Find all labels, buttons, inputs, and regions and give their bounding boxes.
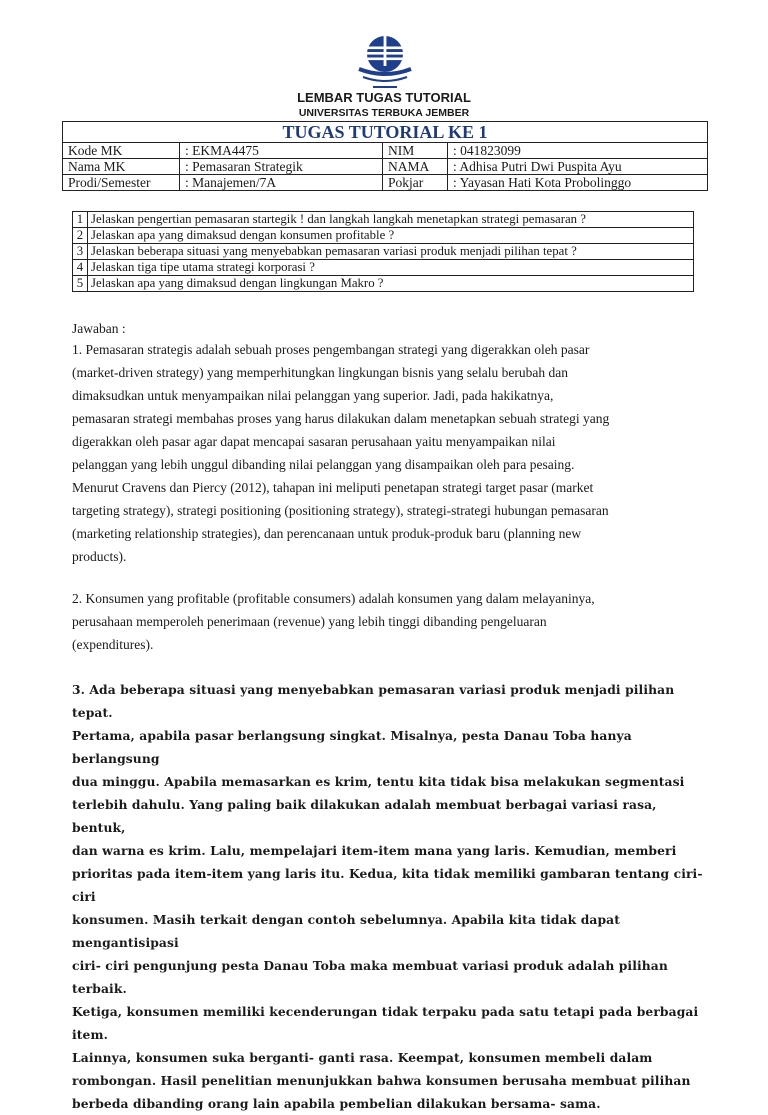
info-label: Pokjar: [383, 175, 448, 191]
answer-line: berbeda dibanding orang lain apabila pembelian dilakukan bersama- sama.: [72, 1096, 601, 1111]
answer-2: [72, 587, 712, 656]
info-value: : 041823099: [448, 143, 708, 159]
question-row: [73, 244, 694, 260]
info-label: Nama MK: [63, 159, 180, 175]
question-number: 4: [73, 260, 88, 276]
info-label: Prodi/Semester: [63, 175, 180, 191]
question-number: 3: [73, 244, 88, 260]
answer-line: 1. Pemasaran strategis adalah sebuah proses pengembangan strategi yang digerakkan oleh pasar: [72, 342, 590, 357]
answer-line: rombongan. Hasil penelitian menunjukkan bahwa konsumen berusaha membuat pilihan: [72, 1073, 691, 1088]
question-text: Jelaskan tiga tipe utama strategi korporasi ?: [88, 260, 694, 276]
answer-line: ciri- ciri pengunjung pesta Danau Toba maka membuat variasi produk adalah pilihan terbaik.: [72, 958, 668, 996]
info-value: : EKMA4475: [180, 143, 383, 159]
info-value: : Pemasaran Strategik: [180, 159, 383, 175]
answer-line: 2. Konsumen yang profitable (profitable consumers) adalah konsumen yang dalam melayaninya,: [72, 591, 595, 606]
answer-line: digerakkan oleh pasar agar dapat mencapai sasaran perusahaan yaitu menyampaikan nilai: [72, 434, 556, 449]
info-label: NAMA: [383, 159, 448, 175]
answer-line: 3. Ada beberapa situasi yang menyebabkan pemasaran variasi produk menjadi pilihan tepat.: [72, 682, 675, 720]
answer-line: Pertama, apabila pasar berlangsung singkat. Misalnya, pesta Danau Toba hanya berlangsung: [72, 728, 632, 766]
info-label: NIM: [383, 143, 448, 159]
question-number: 5: [73, 276, 88, 292]
answers-heading: Jawaban :: [72, 321, 126, 336]
answer-line: dua minggu. Apabila memasarkan es krim, tentu kita tidak bisa melakukan segmentasi: [72, 774, 685, 789]
ut-university-logo-icon: [353, 35, 417, 91]
questions-table: [72, 211, 694, 292]
answer-line: (expenditures).: [72, 637, 154, 652]
question-row: [73, 260, 694, 276]
question-text: Jelaskan beberapa situasi yang menyebabkan pemasaran variasi produk menjadi pilihan tepat ?: [88, 244, 694, 260]
info-row: [63, 175, 708, 191]
info-row: [63, 143, 708, 159]
answer-3: [72, 678, 712, 1115]
answer-line: Lainnya, konsumen suka berganti- ganti rasa. Keempat, konsumen membeli dalam: [72, 1050, 653, 1065]
info-value: : Adhisa Putri Dwi Puspita Ayu: [448, 159, 708, 175]
question-row: [73, 228, 694, 244]
answer-1: [72, 338, 712, 568]
assignment-title: TUGAS TUTORIAL KE 1: [63, 122, 708, 143]
question-text: Jelaskan pengertian pemasaran startegik ! dan langkah langkah menetapkan strategi pemasaran ?: [88, 212, 694, 228]
answer-line: dan warna es krim. Lalu, mempelajari item-item mana yang laris. Kemudian, memberi: [72, 843, 677, 858]
answer-line: prioritas pada item-item yang laris itu. Kedua, kita tidak memiliki gambaran tentang ciri-ciri: [72, 866, 703, 904]
question-number: 1: [73, 212, 88, 228]
question-row: [73, 212, 694, 228]
question-text: Jelaskan apa yang dimaksud dengan konsumen profitable ?: [88, 228, 694, 244]
answer-line: terlebih dahulu. Yang paling baik dilakukan adalah membuat berbagai variasi rasa, bentuk,: [72, 797, 657, 835]
question-number: 2: [73, 228, 88, 244]
answer-line: (marketing relationship strategies), dan perencanaan untuk produk-produk baru (planning new: [72, 526, 582, 541]
answer-line: products).: [72, 549, 127, 564]
answer-line: perusahaan memperoleh penerimaan (revenue) yang lebih tinggi dibanding pengeluaran: [72, 614, 547, 629]
info-value: : Yayasan Hati Kota Probolinggo: [448, 175, 708, 191]
question-text: Jelaskan apa yang dimaksud dengan lingkungan Makro ?: [88, 276, 694, 292]
student-info-table: [62, 121, 708, 191]
answer-line: targeting strategy), strategi positioning (positioning strategy), strategi-strategi hubungan pemasaran: [72, 503, 609, 518]
document-header-subtitle: UNIVERSITAS TERBUKA JEMBER: [298, 107, 470, 119]
answer-line: Menurut Cravens dan Piercy (2012), tahapan ini meliputi penetapan strategi target pasar (market: [72, 480, 594, 495]
info-label: Kode MK: [63, 143, 180, 159]
info-row: [63, 159, 708, 175]
answer-line: konsumen. Masih terkait dengan contoh sebelumnya. Apabila kita tidak dapat mengantisipasi: [72, 912, 620, 950]
answer-line: pelanggan yang lebih unggul dibanding nilai pelanggan yang disampaikan oleh para pesaing.: [72, 457, 575, 472]
answer-line: pemasaran strategi membahas proses yang harus dilakukan dalam menetapkan sebuah strategi yang: [72, 411, 610, 426]
document-header-title: LEMBAR TUGAS TUTORIAL: [297, 90, 471, 105]
info-value: : Manajemen/7A: [180, 175, 383, 191]
question-row: [73, 276, 694, 292]
answer-line: dimaksudkan untuk menyampaikan nilai pelanggan yang superior. Jadi, pada hakikatnya,: [72, 388, 554, 403]
answer-line: Ketiga, konsumen memiliki kecenderungan tidak terpaku pada satu tetapi pada berbagai item.: [72, 1004, 699, 1042]
answer-line: (market-driven strategy) yang memperhitungkan lingkungan bisnis yang selalu berubah dan: [72, 365, 568, 380]
